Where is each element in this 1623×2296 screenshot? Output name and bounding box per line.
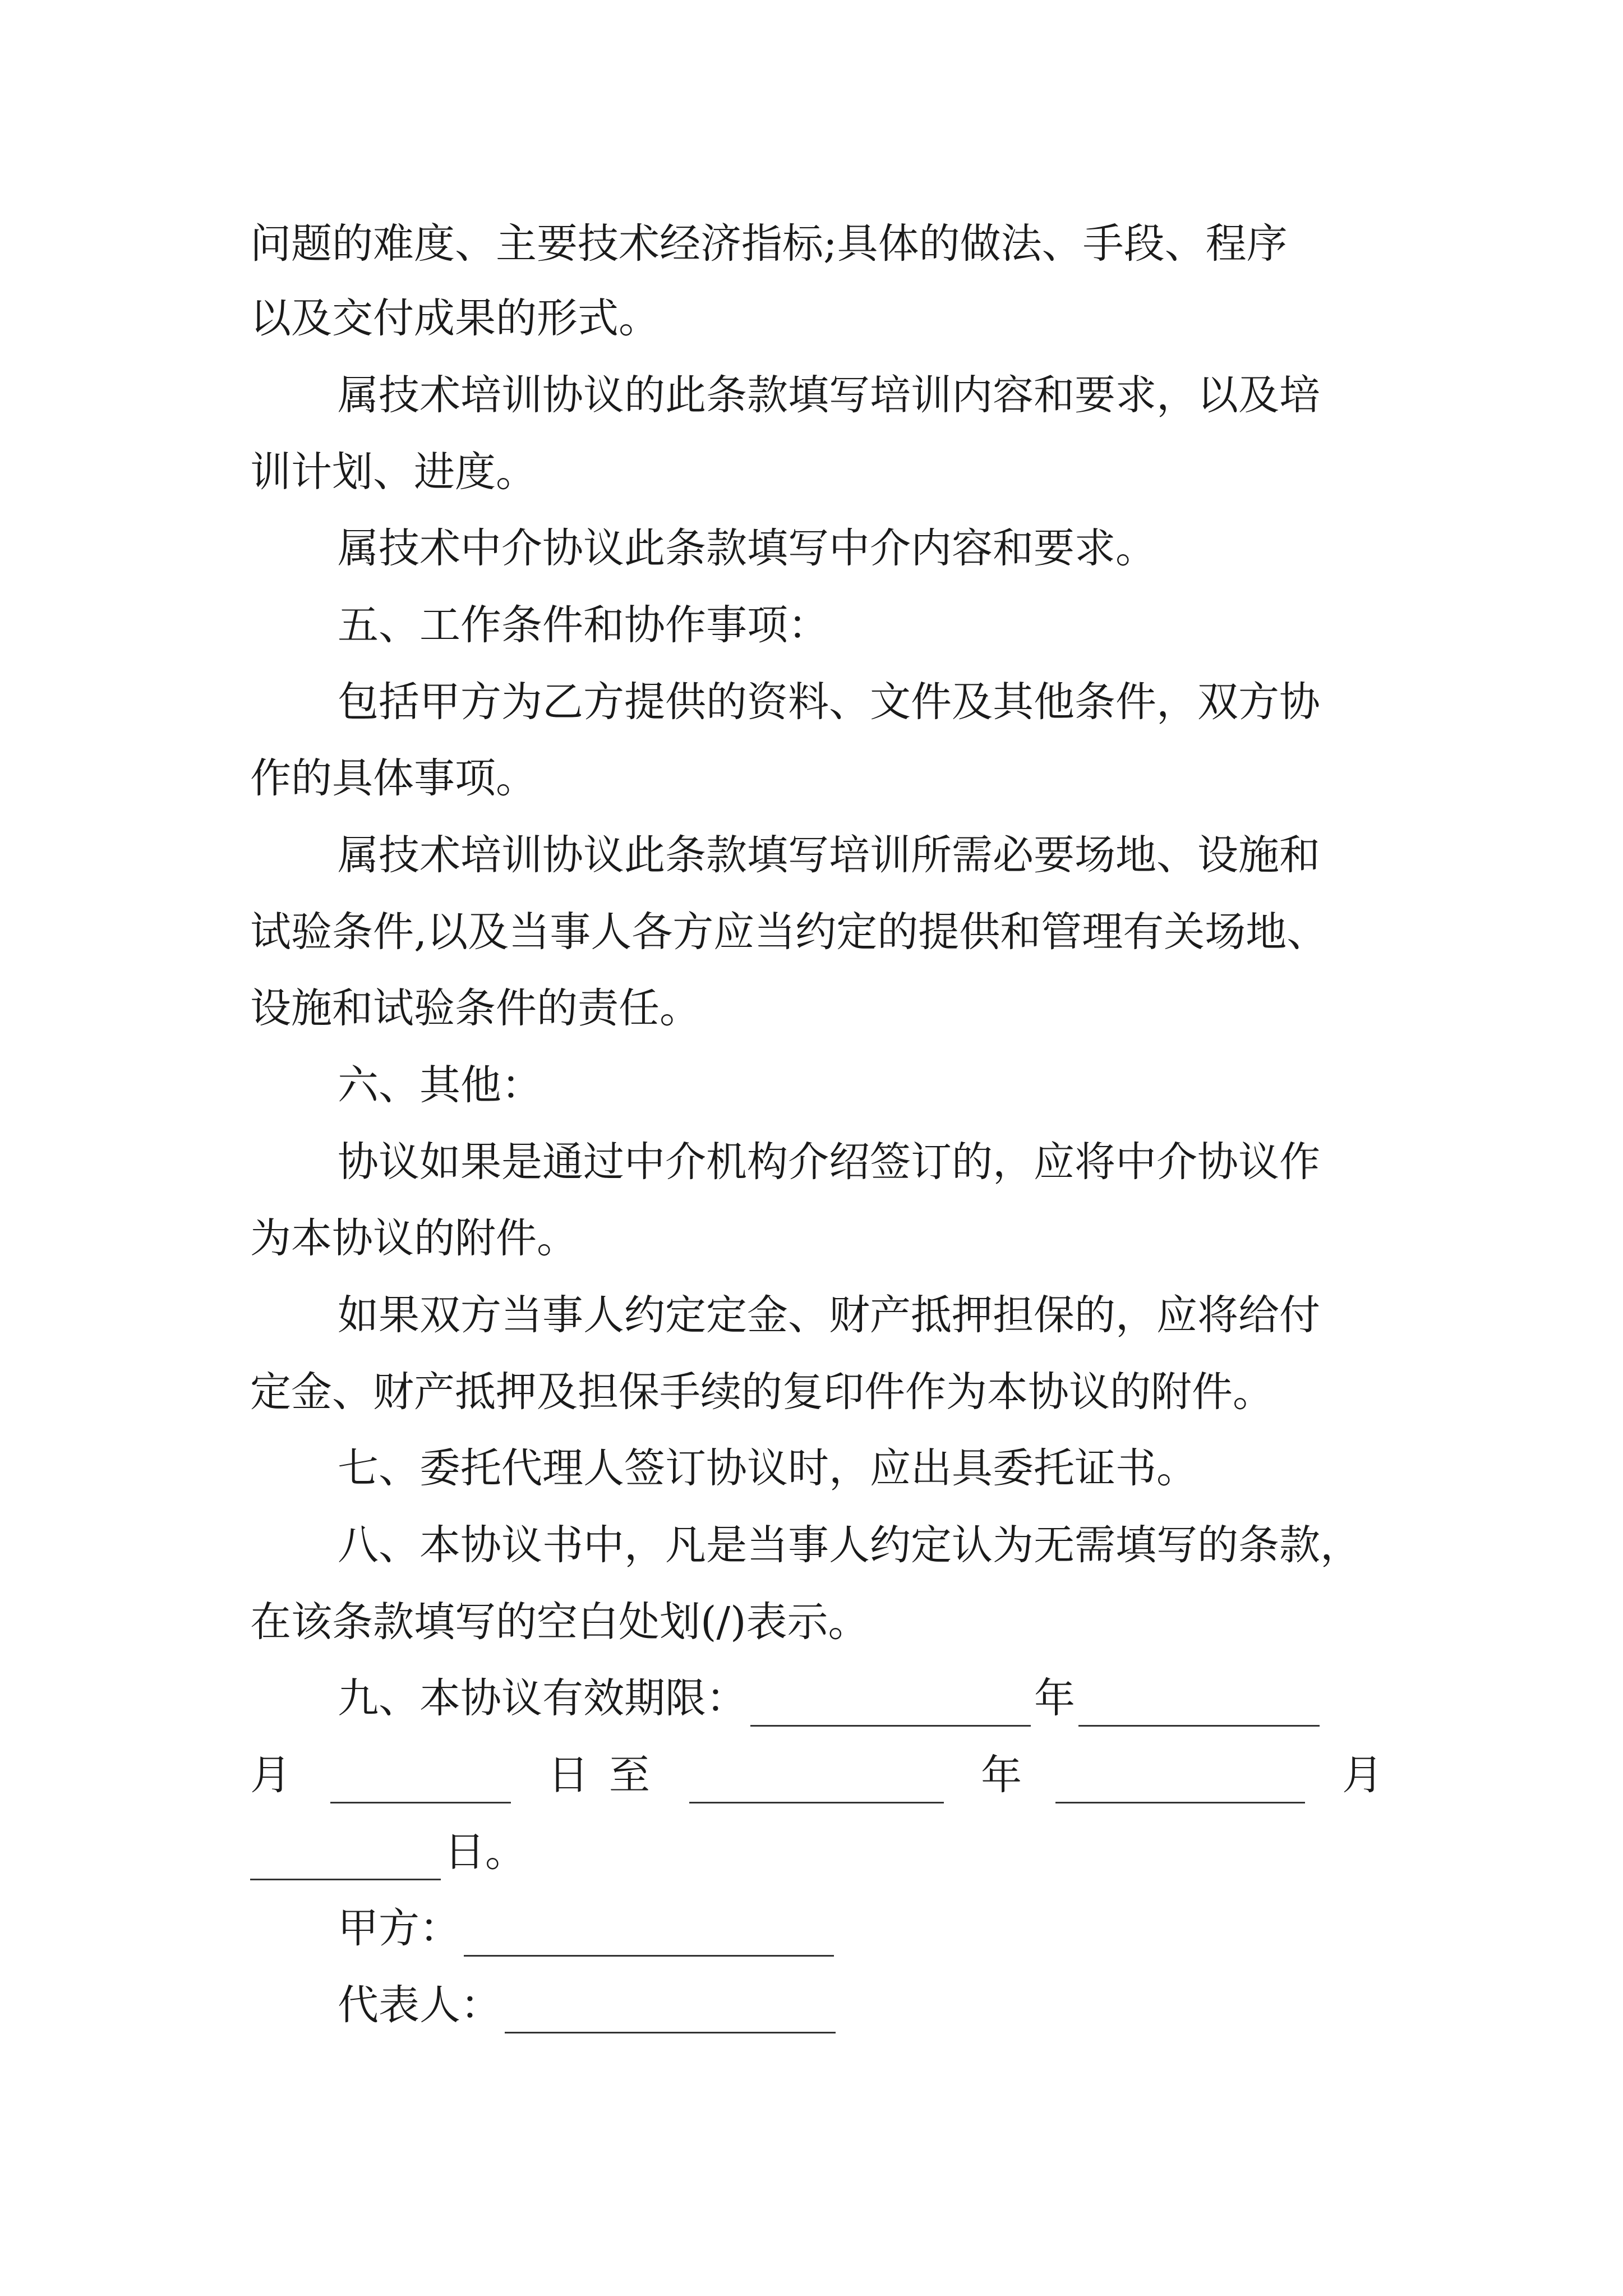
paragraph-line: 以及交付成果的形式。: [250, 295, 660, 342]
paragraph-line: 属技术培训协议的此条款填写培训内容和要求，以及培: [338, 371, 1320, 419]
paragraph-line: 试验条件,以及当事人各方应当约定的提供和管理有关场地、: [250, 908, 1328, 956]
party-a-line: [338, 1901, 1383, 1957]
month-end-blank[interactable]: [1055, 1758, 1305, 1803]
paragraph-line: 协议如果是通过中介机构介绍签订的，应将中介协议作: [338, 1138, 1320, 1186]
month-start-blank[interactable]: [1078, 1681, 1320, 1727]
party-a-label: 甲方：: [338, 1904, 460, 1952]
day-end-label: 日。: [444, 1828, 526, 1876]
representative-line: [338, 1977, 1383, 2033]
paragraph-line: 属技术中介协议此条款填写中介内容和要求。: [338, 524, 1156, 572]
validity-line-3: [250, 1824, 1383, 1880]
validity-label: 九、本协议有效期限：: [338, 1674, 747, 1722]
paragraph-line: 属技术培训协议此条款填写培训所需必要场地、设施和: [338, 831, 1320, 879]
section-heading: 七、委托代理人签订协议时，应出具委托证书。: [338, 1444, 1197, 1492]
month-end-label: 月: [1342, 1751, 1383, 1799]
representative-blank[interactable]: [505, 1988, 836, 2033]
year-start-blank[interactable]: [750, 1681, 1031, 1727]
year-end-blank[interactable]: [689, 1758, 944, 1803]
paragraph-line: 设施和试验条件的责任。: [250, 984, 700, 1032]
validity-line-2: [250, 1747, 1383, 1803]
paragraph-line: 包括甲方为乙方提供的资料、文件及其他条件，双方协: [338, 678, 1320, 726]
paragraph-line: 问题的难度、主要技术经济指标;具体的做法、手段、程序: [250, 220, 1288, 268]
validity-line-1: [338, 1671, 1383, 1727]
representative-label: 代表人：: [338, 1981, 501, 2029]
paragraph-line: 训计划、进度。: [250, 448, 537, 496]
year-label: 年: [1034, 1674, 1075, 1722]
paragraph-line: 为本协议的附件。: [250, 1214, 578, 1262]
paragraph-line: 定金、财产抵押及担保手续的复印件作为本协议的附件。: [250, 1368, 1274, 1416]
day-end-blank[interactable]: [250, 1835, 441, 1880]
party-a-blank[interactable]: [464, 1911, 834, 1957]
section-heading: 八、本协议书中，凡是当事人约定认为无需填写的条款，: [338, 1521, 1361, 1569]
day-start-blank[interactable]: [330, 1758, 511, 1803]
day-label: 日: [547, 1751, 589, 1799]
month-label: 月: [250, 1751, 291, 1799]
section-heading: 五、工作条件和协作事项：: [338, 601, 829, 649]
paragraph-line: 作的具体事项。: [250, 754, 537, 802]
year-end-label: 年: [981, 1751, 1022, 1799]
section-heading: 六、其他：: [338, 1061, 542, 1109]
paragraph-line: 如果双方当事人约定定金、财产抵押担保的，应将给付: [338, 1291, 1320, 1339]
paragraph-line: 在该条款填写的空白处划(/)表示。: [250, 1598, 869, 1646]
to-label: 至: [608, 1751, 650, 1799]
